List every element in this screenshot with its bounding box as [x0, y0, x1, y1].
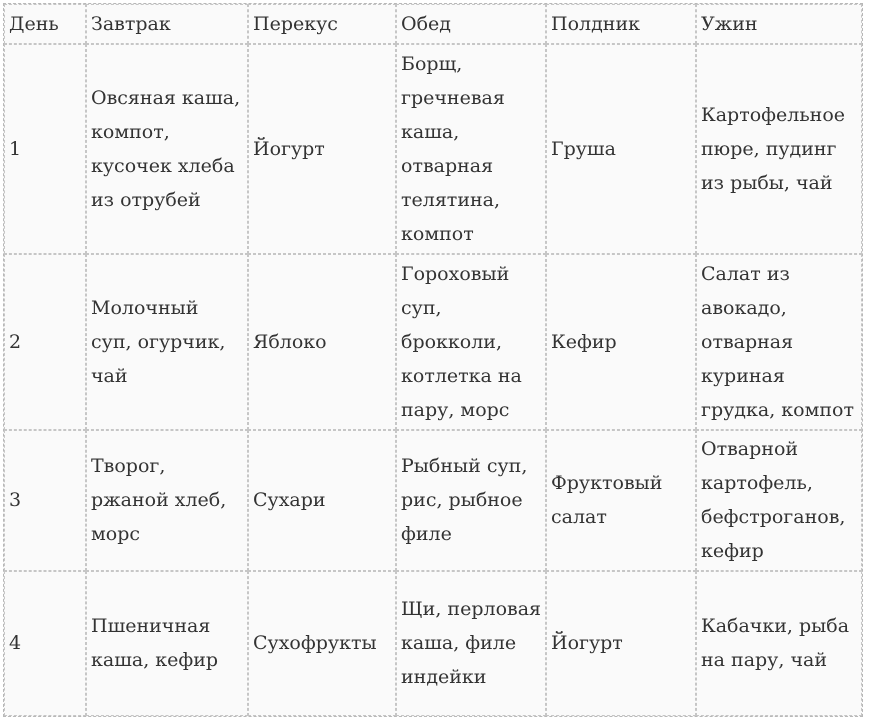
cell-snack: Яблоко [248, 254, 396, 430]
cell-breakfast: Творог, ржаной хлеб, морс [86, 430, 248, 571]
cell-lunch: Щи, перловая каша, филе индейки [396, 571, 546, 716]
cell-day: 3 [4, 430, 86, 571]
table-header-row [4, 4, 862, 44]
cell-afternoon-snack: Груша [546, 44, 696, 254]
header-breakfast: Завтрак [86, 4, 248, 44]
cell-snack: Сухари [248, 430, 396, 571]
header-snack: Перекус [248, 4, 396, 44]
cell-afternoon-snack: Фруктовый салат [546, 430, 696, 571]
cell-dinner: Картофельное пюре, пудинг из рыбы, чай [696, 44, 862, 254]
table-row [4, 571, 862, 716]
cell-afternoon-snack: Кефир [546, 254, 696, 430]
cell-breakfast: Пшеничная каша, кефир [86, 571, 248, 716]
cell-breakfast: Молочный суп, огурчик, чай [86, 254, 248, 430]
header-day: День [4, 4, 86, 44]
cell-snack: Йогурт [248, 44, 396, 254]
cell-afternoon-snack: Йогурт [546, 571, 696, 716]
cell-day: 4 [4, 571, 86, 716]
cell-dinner: Салат из авокадо, отварная куриная грудка, компот [696, 254, 862, 430]
cell-lunch: Рыбный суп, рис, рыбное филе [396, 430, 546, 571]
header-lunch: Обед [396, 4, 546, 44]
cell-snack: Сухофрукты [248, 571, 396, 716]
cell-dinner: Кабачки, рыба на пару, чай [696, 571, 862, 716]
header-dinner: Ужин [696, 4, 862, 44]
table-row [4, 430, 862, 571]
cell-day: 2 [4, 254, 86, 430]
cell-dinner: Отварной картофель, бефстроганов, кефир [696, 430, 862, 571]
table-row [4, 44, 862, 254]
header-afternoon-snack: Полдник [546, 4, 696, 44]
table-row [4, 254, 862, 430]
diet-table [3, 3, 863, 717]
cell-day: 1 [4, 44, 86, 254]
cell-breakfast: Овсяная каша, компот, кусочек хлеба из отрубей [86, 44, 248, 254]
cell-lunch: Борщ, гречневая каша, отварная телятина, компот [396, 44, 546, 254]
cell-lunch: Гороховый суп, брокколи, котлетка на пару, морс [396, 254, 546, 430]
